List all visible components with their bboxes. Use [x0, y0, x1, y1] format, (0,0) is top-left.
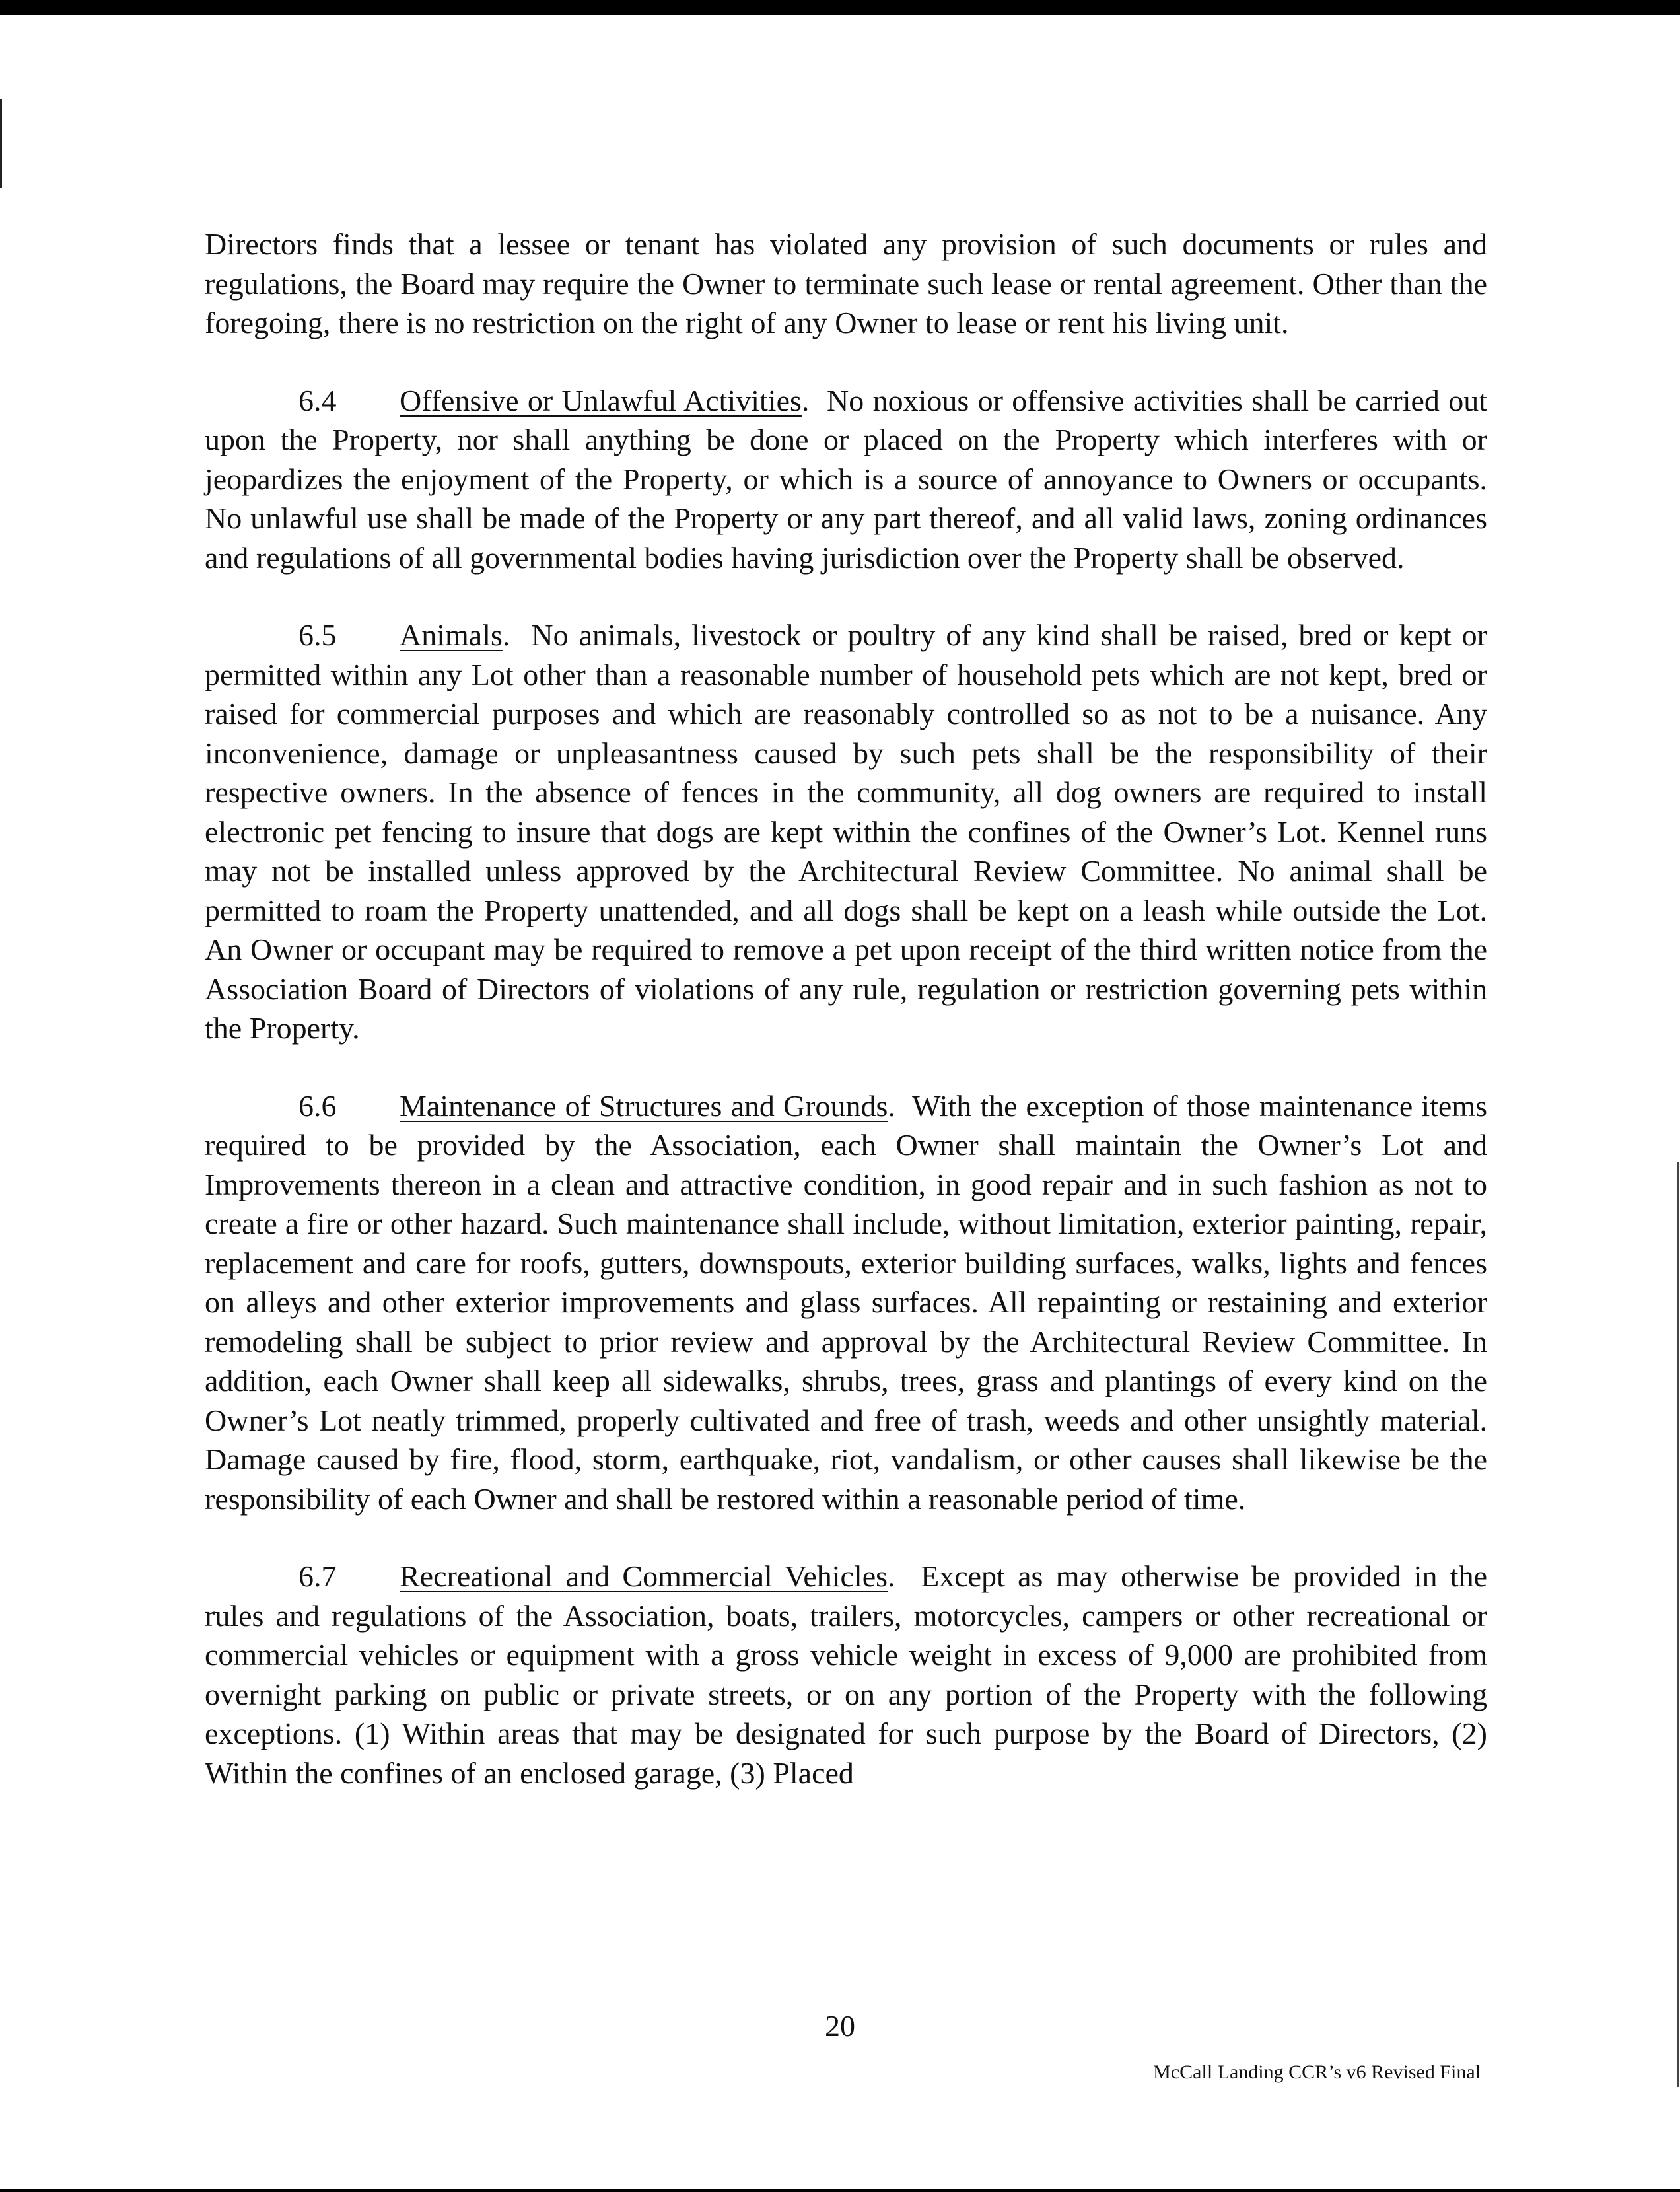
section-title-period: . — [888, 1559, 895, 1593]
section-title-period: . — [801, 383, 810, 417]
section-body: With the exception of those maintenance items required to be provided by the Association, each Owner shall maintain the Owner’s Lot and Improvements thereon in a clean and attractive condition, in good repair and in such fashion as not to create a fire or other hazard. Such maintenance shall include, without limitation, exterior painting, repair, replacement and care for roofs, gutters, downspouts, exterior building surfaces, walks, lights and fences on alleys and other exterior improvements and glass surfaces. All repainting or restaining and exterior remodeling shall be subject to prior review and approval by the Architectural Review Committee. In addition, each Owner shall keep all sidewalks, shrubs, trees, grass and plantings of every kind on the Owner’s Lot neatly trimmed, properly cultivated and free of trash, weeds and other unsightly material. Damage caused by fire, flood, storm, earthquake, riot, vandalism, or other causes shall likewise be the responsibility of each Owner and shall be restored within a reasonable period of time. — [205, 1088, 1487, 1516]
scan-bottom-border — [0, 2189, 1680, 2192]
section-title-period: . — [502, 618, 510, 652]
intro-paragraph: Directors finds that a lessee or tenant has violated any provision of such documents or rules and regulations, the Board may require the Owner to terminate such lease or rental agreement. Other than the foregoing, there is no restriction on the right of any Owner to lease or rent his living unit. — [205, 227, 1487, 339]
section-6-6 — [205, 1086, 1487, 1519]
section-number: 6.6 — [298, 1088, 337, 1123]
scan-edge-mark-right — [1677, 1162, 1679, 2087]
section-body: Except as may otherwise be provided in the rules and regulations of the Association, boats, trailers, motorcycles, campers or other recreational or commercial vehicles or equipment with a gross vehicle weight in excess of 9,000 are prohibited from overnight parking on public or private streets, or on any portion of the Property with the following exceptions. (1) Within areas that may be designated for such purpose by the Board of Directors, (2) Within the confines of an enclosed garage, (3) Placed — [205, 1559, 1488, 1790]
document-body — [205, 225, 1487, 1831]
section-title: Maintenance of Structures and Grounds — [400, 1088, 888, 1123]
section-number: 6.7 — [298, 1559, 337, 1593]
scan-top-border — [0, 0, 1680, 15]
section-6-7 — [205, 1557, 1487, 1792]
section-6-5 — [205, 616, 1487, 1048]
section-title: Animals — [400, 618, 503, 652]
section-title: Recreational and Commercial Vehicles — [400, 1559, 888, 1593]
page-number: 20 — [825, 2009, 855, 2043]
scan-edge-mark-left — [0, 99, 2, 188]
section-body: No noxious or offensive activities shall be carried out upon the Property, nor shall anything be done or placed on the Property which interferes with or jeopardizes the enjoyment of the Property, or which is a source of annoyance to Owners or occupants. No unlawful use shall be made of the Property or any part thereof, and all valid laws, zoning ordinances and regulations of all governmental bodies having jurisdiction over the Property shall be observed. — [205, 383, 1487, 575]
section-title-period: . — [888, 1088, 895, 1123]
footer-document-label: McCall Landing CCR’s v6 Revised Final — [1153, 2061, 1481, 2083]
section-number: 6.4 — [298, 383, 337, 417]
section-number: 6.5 — [298, 618, 337, 652]
section-title: Offensive or Unlawful Activities — [400, 383, 802, 417]
section-6-4 — [205, 381, 1487, 578]
section-body: No animals, livestock or poultry of any kind shall be raised, bred or kept or permitted within any Lot other than a reasonable number of household pets which are not kept, bred or raised for commercial purposes and which are reasonably controlled so as not to be a nuisance. Any inconvenience, damage or unpleasantness caused by such pets shall be the responsibility of their respective owners. In the absence of fences in the community, all dog owners are required to install electronic pet fencing to insure that dogs are kept within the confines of the Owner’s Lot. Kennel runs may not be installed unless approved by the Architectural Review Committee. No animal shall be permitted to roam the Property unattended, and all dogs shall be kept on a leash while outside the Lot. An Owner or occupant may be required to remove a pet upon receipt of the third written notice from the Association Board of Directors of violations of any rule, regulation or restriction governing pets within the Property. — [205, 618, 1487, 1045]
